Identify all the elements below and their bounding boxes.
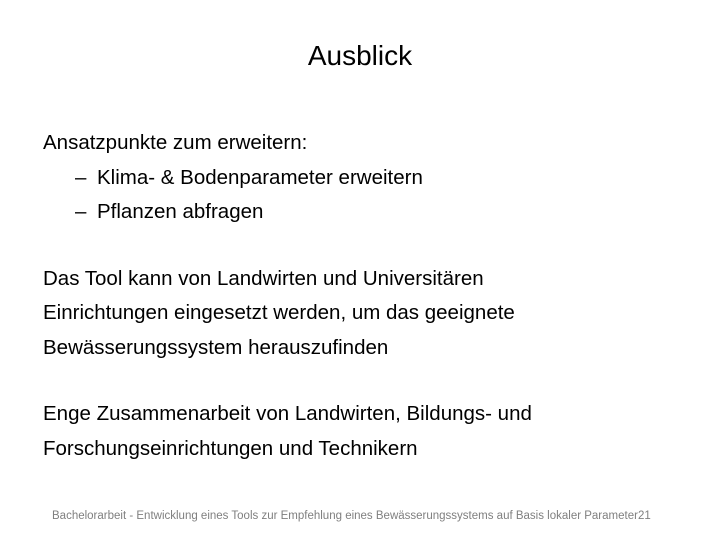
bullet-text: Pflanzen abfragen bbox=[97, 200, 264, 223]
footer-text: Bachelorarbeit - Entwicklung eines Tools zur Empfehlung eines Bewässerungssystems auf Basis lokaler Parameter bbox=[52, 510, 638, 522]
intro-text: Ansatzpunkte zum erweitern: bbox=[43, 131, 308, 154]
spacer bbox=[43, 365, 703, 397]
slide-footer bbox=[52, 508, 651, 524]
paragraph-line: Forschungseinrichtungen und Technikern bbox=[43, 436, 418, 460]
dash-bullet-icon: – bbox=[75, 200, 87, 223]
slide-title: Ausblick bbox=[307, 40, 413, 71]
slide-body bbox=[43, 126, 703, 466]
bullet-text: Klima- & Bodenparameter erweitern bbox=[97, 165, 423, 189]
bullet-item bbox=[43, 161, 703, 196]
bullet-item bbox=[43, 195, 703, 230]
paragraph-collaboration bbox=[43, 397, 703, 466]
paragraph-line: Einrichtungen eingesetzt werden, um das geeignete bbox=[43, 301, 515, 324]
paragraph-line: Das Tool kann von Landwirten und Universitären bbox=[43, 266, 484, 290]
paragraph-line: Bewässerungssystem herauszufinden bbox=[43, 335, 389, 359]
dash-bullet-icon: – bbox=[75, 165, 87, 189]
paragraph-line: Enge Zusammenarbeit von Landwirten, Bildungs- und bbox=[43, 402, 532, 425]
spacer bbox=[43, 230, 703, 262]
page-number: 21 bbox=[637, 510, 651, 522]
paragraph-tool-usage bbox=[43, 262, 703, 366]
